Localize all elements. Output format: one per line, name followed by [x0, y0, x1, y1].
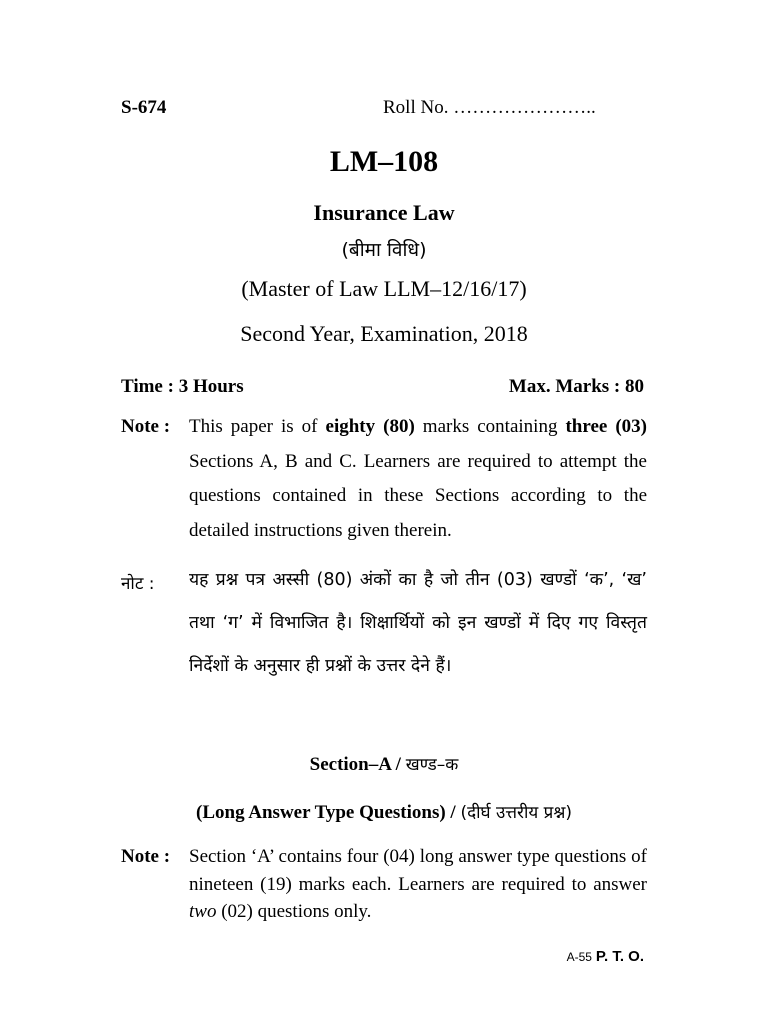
note-label: Note :	[121, 416, 171, 437]
programme: (Master of Law LLM–12/16/17)	[241, 276, 527, 301]
note-text-hindi: यह प्रश्न पत्र अस्सी (80) अंकों का है जो तीन (03) खण्डों ‘क’, ‘ख’ तथा ‘ग’ में विभाजित है। शिक्षार्थियों को इन खण्डों में दिए गए विस्तृत निर्देशों के अनुसार ही प्रश्नों के उत्तर देने हैं।	[189, 570, 647, 676]
course-code: LM–108	[329, 145, 439, 178]
note-label-hindi: नोट :	[121, 574, 155, 594]
time-allowed: Time : 3 Hours	[121, 376, 244, 397]
footer-code: A-55	[566, 950, 592, 964]
exam-title: Second Year, Examination, 2018	[240, 321, 528, 346]
max-marks: Max. Marks : 80	[508, 376, 644, 397]
roll-no: Roll No. …………………..	[383, 97, 596, 118]
paper-code: S-674	[121, 97, 167, 118]
subject-title-hindi: (बीमा विधि)	[341, 239, 427, 261]
section-a-note-label: Note :	[121, 846, 171, 867]
section-a-title: Section–A / खण्ड–क	[309, 754, 459, 775]
pto: P. T. O.	[595, 948, 644, 965]
footer	[567, 948, 644, 966]
note-text: This paper is of eighty (80) marks containing three (03) Sections A, B and C. Learners are required to attempt the questions contained in these Sections according to the detailed instructions given therein.	[189, 416, 647, 541]
section-a-subtitle: (Long Answer Type Questions) / (दीर्घ उत्तरीय प्रश्न)	[196, 802, 572, 823]
section-a-note-text: Section ‘A’ contains four (04) long answer type questions of nineteen (19) marks each. Learners are required to answer two (02) questions only.	[189, 846, 647, 922]
subject-title: Insurance Law	[313, 200, 455, 225]
